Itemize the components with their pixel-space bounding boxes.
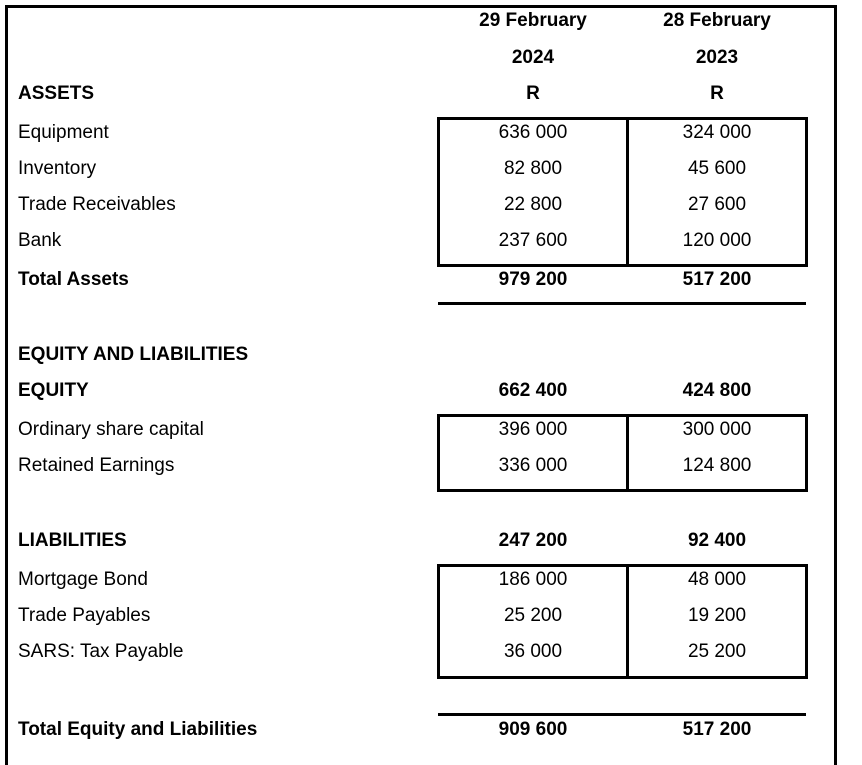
asset-row-2024: 237 600: [498, 230, 568, 251]
liabilities-total-2024: 247 200: [498, 530, 568, 551]
equity-row-2023: 300 000: [682, 419, 752, 440]
equity-heading: EQUITY: [18, 380, 89, 401]
assets-heading: ASSETS: [18, 83, 95, 104]
asset-row-2023: 27 600: [687, 194, 747, 215]
liabilities-heading: LIABILITIES: [18, 530, 127, 551]
equity-liabilities-heading: EQUITY AND LIABILITIES: [18, 344, 249, 365]
equity-row-label: Ordinary share capital: [18, 419, 204, 440]
asset-row-2023: 45 600: [687, 158, 747, 179]
total-assets-label: Total Assets: [18, 269, 129, 290]
asset-row-2024: 636 000: [498, 122, 568, 143]
col-2024-date: 29 February: [479, 10, 587, 31]
col-2023-year: 2023: [695, 47, 739, 68]
equity-row-2023: 124 800: [682, 455, 752, 476]
col-2023-unit: R: [710, 83, 724, 104]
equity-row-2024: 336 000: [498, 455, 568, 476]
liability-row-2023: 19 200: [687, 605, 747, 626]
liability-row-2024: 36 000: [503, 641, 563, 662]
total-eq-liab-2024: 909 600: [498, 719, 568, 740]
asset-row-label: Bank: [18, 230, 62, 251]
total-eq-liab-overline: [438, 713, 806, 716]
equity-row-label: Retained Earnings: [18, 455, 175, 476]
liability-row-2023: 48 000: [687, 569, 747, 590]
total-eq-liab-label: Total Equity and Liabilities: [18, 719, 258, 740]
total-eq-liab-2023: 517 200: [682, 719, 752, 740]
col-2024-unit: R: [526, 83, 540, 104]
asset-row-2024: 82 800: [503, 158, 563, 179]
liability-row-2024: 25 200: [503, 605, 563, 626]
asset-row-2023: 324 000: [682, 122, 752, 143]
total-assets-underline: [438, 302, 806, 305]
liability-row-label: Trade Payables: [18, 605, 151, 626]
col-2023-date: 28 February: [663, 10, 771, 31]
asset-row-label: Trade Receivables: [18, 194, 176, 215]
equity-row-2024: 396 000: [498, 419, 568, 440]
liabilities-total-2023: 92 400: [687, 530, 747, 551]
total-assets-2023: 517 200: [682, 269, 752, 290]
col-2024-year: 2024: [511, 47, 555, 68]
asset-row-label: Inventory: [18, 158, 97, 179]
liability-row-2023: 25 200: [687, 641, 747, 662]
total-assets-2024: 979 200: [498, 269, 568, 290]
asset-row-label: Equipment: [18, 122, 109, 143]
liability-row-label: SARS: Tax Payable: [18, 641, 184, 662]
equity-total-2023: 424 800: [682, 380, 752, 401]
asset-row-2024: 22 800: [503, 194, 563, 215]
liability-row-label: Mortgage Bond: [18, 569, 148, 590]
liability-row-2024: 186 000: [498, 569, 568, 590]
asset-row-2023: 120 000: [682, 230, 752, 251]
equity-total-2024: 662 400: [498, 380, 568, 401]
